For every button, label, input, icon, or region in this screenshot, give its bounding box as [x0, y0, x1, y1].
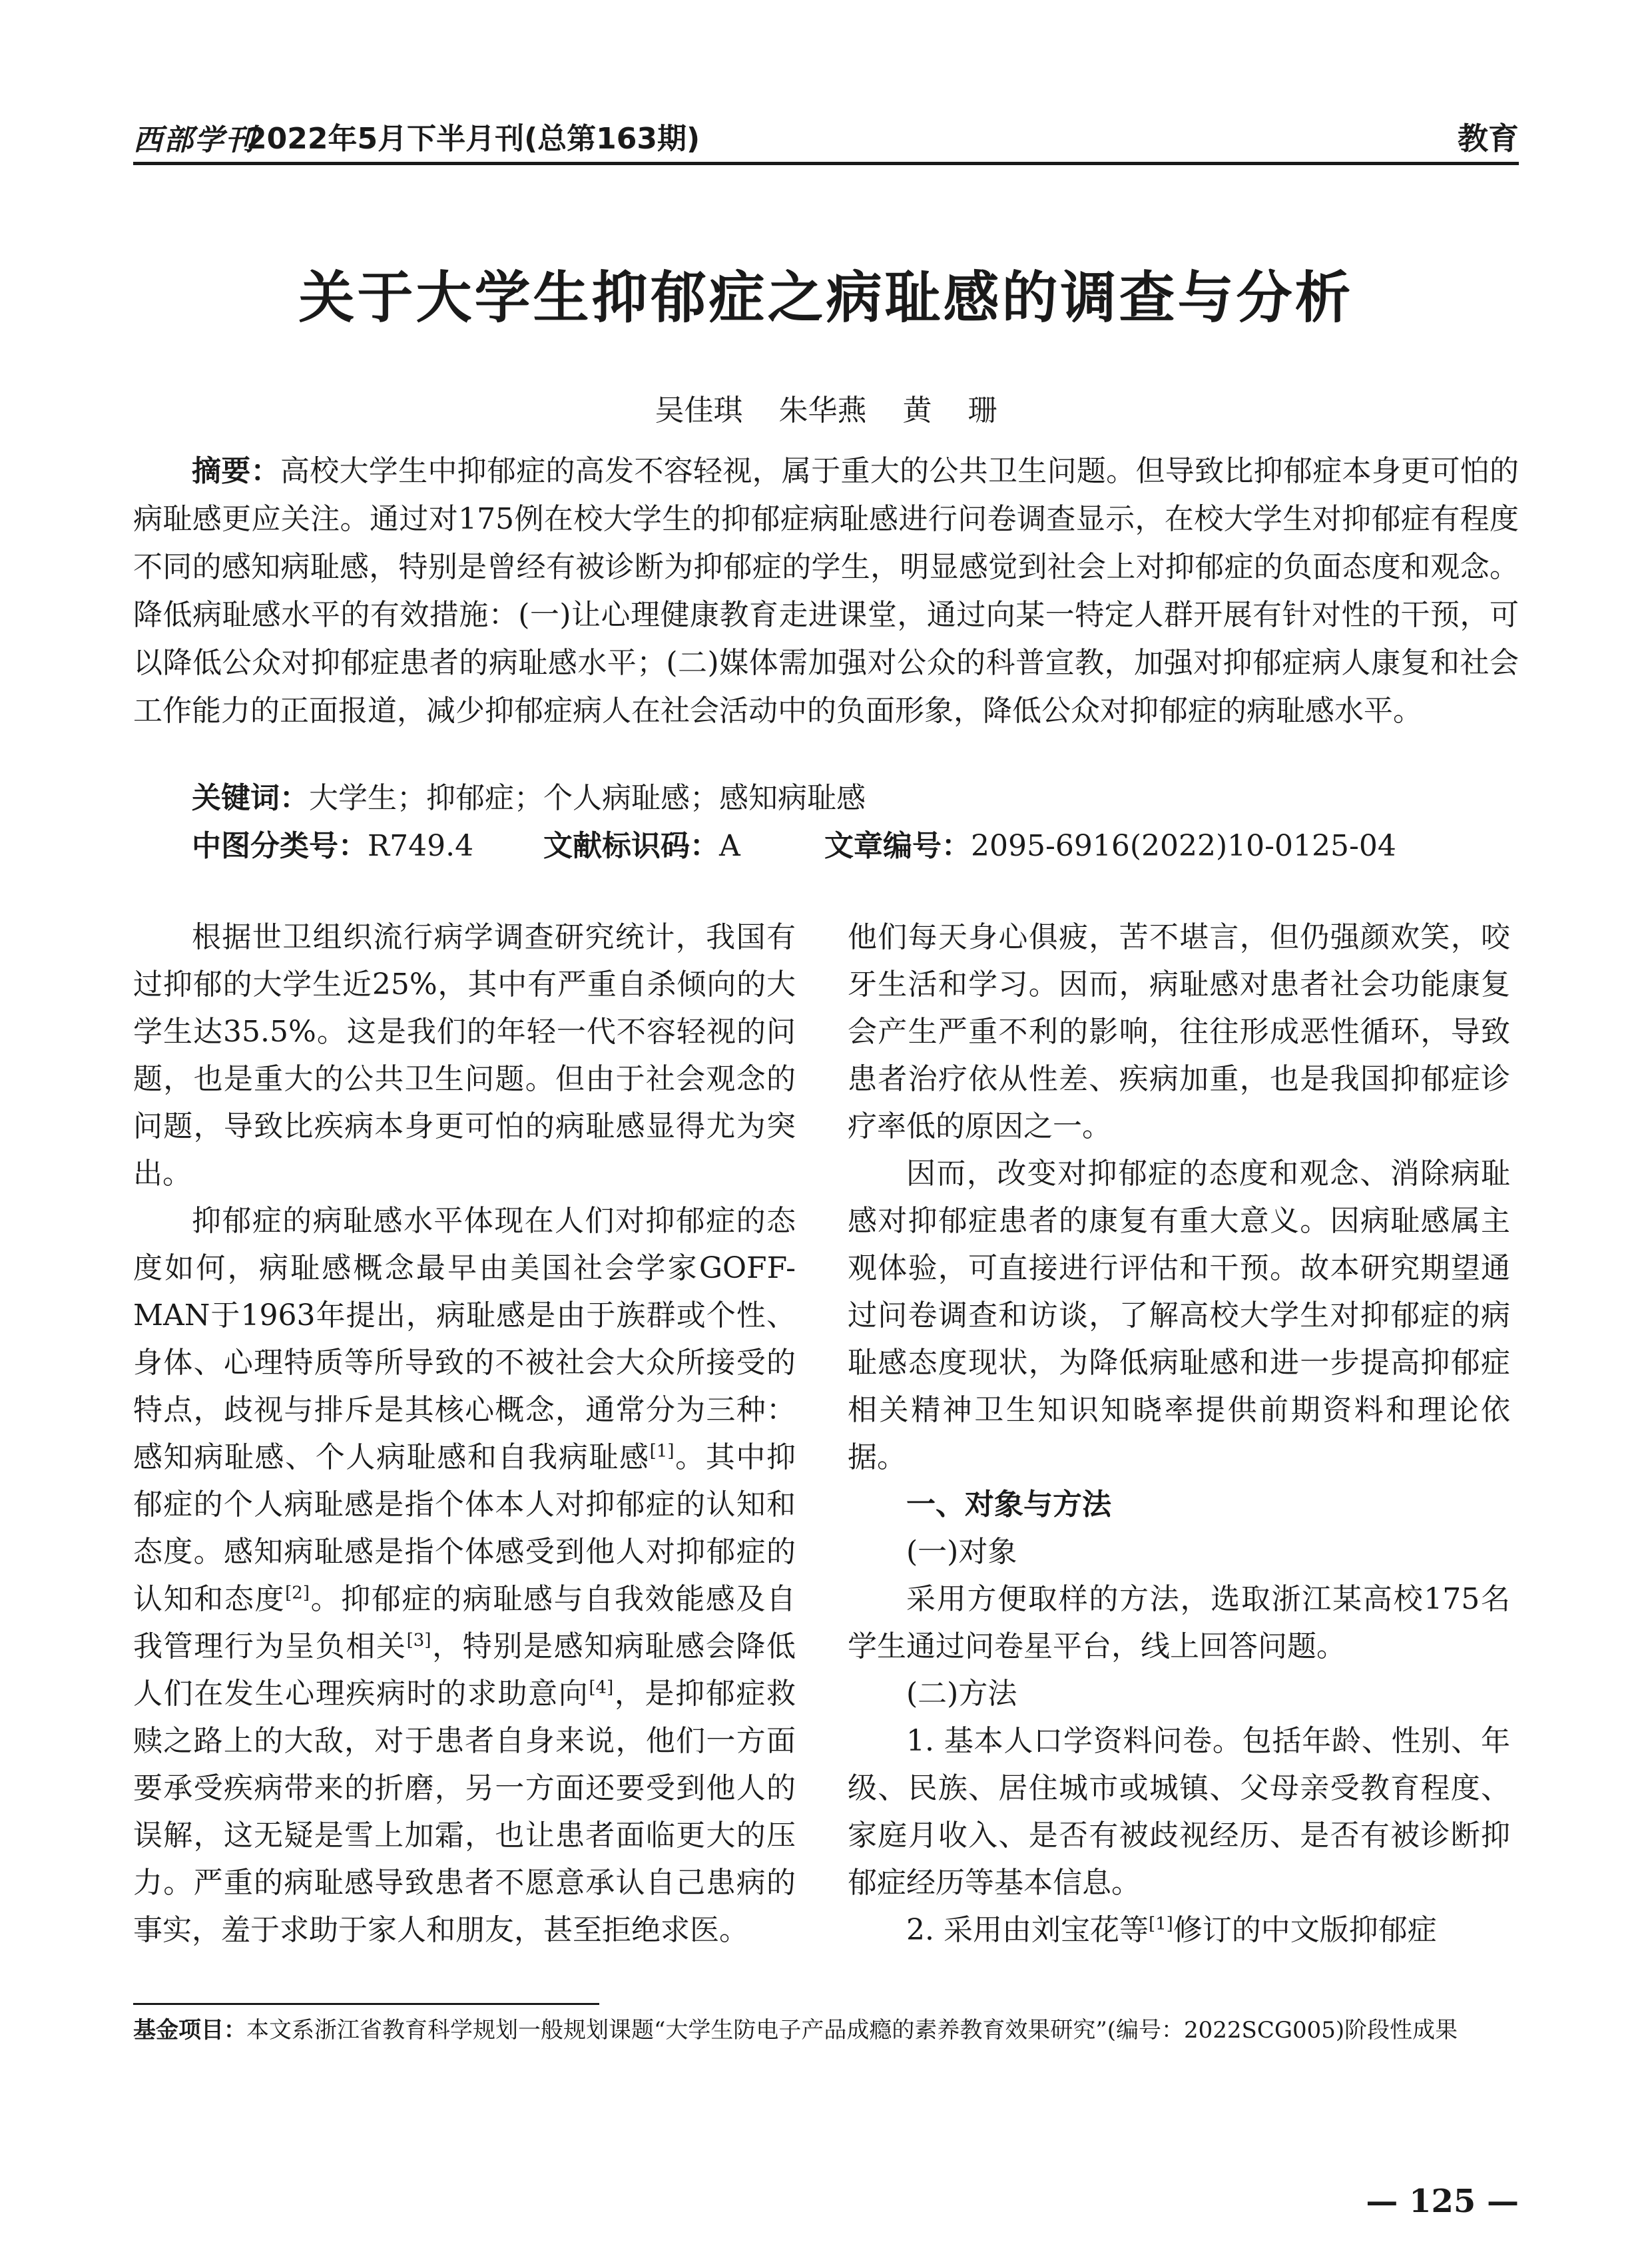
footnote-text: 本文系浙江省教育科学规划一般规划课题“大学生防电子产品成瘾的素养教育效果研究”(编号：2022SCG005)阶段性成果 — [246, 2017, 1458, 2044]
classification-line — [192, 822, 1519, 870]
clc-label: 中图分类号： — [192, 829, 368, 863]
article-title: 关于大学生抑郁症之病耻感的调查与分析 — [298, 265, 1354, 330]
citation: [4] — [589, 1677, 614, 1698]
keywords-label: 关键词： — [192, 781, 309, 815]
text-run: 。其中抑郁症的个人病耻感是指个体本人对抑郁症的认知和态度。感知病耻感是指个体感受到他人对抑郁症的认知和态度 — [133, 1440, 796, 1616]
text-run: 抑郁症的病耻感水平体现在人们对抑郁症的态度如何，病耻感概念最早由美国社会学家GOFF-MAN于1963年提出，病耻感是由于族群或个性、身体、心理特质等所导致的不被社会大众所接受的特点，歧视与排斥是其核心概念，通常分为三种：感知病耻感、个人病耻感和自我病耻感 — [133, 1204, 796, 1474]
clc-value: R749.4 — [368, 829, 474, 863]
section-name: 教育 — [1458, 121, 1519, 156]
doc-code-field — [543, 822, 740, 870]
keywords-text: 大学生；抑郁症；个人病耻感；感知病耻感 — [309, 781, 866, 815]
subsection-heading: (二)方法 — [906, 1677, 1017, 1711]
article-no-value: 2095-6916(2022)10-0125-04 — [971, 829, 1396, 863]
journal-logo: 西部学刊 — [133, 123, 256, 157]
body-column-left — [133, 914, 796, 1954]
funding-footnote — [133, 2011, 1519, 2050]
text-run: ，是抑郁症救赎之路上的大敌，对于患者自身来说，他们一方面要承受疾病带来的折磨，另一方面还要受到他人的误解，这无疑是雪上加霜，也让患者面临更大的压力。严重的病耻感导致患者不愿意承认自己患病的事实，羞于求助于家人和朋友，甚至拒绝求医。 — [133, 1677, 796, 1947]
doc-code-label: 文献标识码： — [543, 829, 719, 863]
issue-info: 2022年5月下半月刊(总第163期) — [246, 122, 700, 156]
footnote-rule — [133, 2003, 599, 2005]
citation: [1] — [1148, 1914, 1173, 1934]
subsection-heading: (一)对象 — [906, 1535, 1017, 1569]
abstract-text: 高校大学生中抑郁症的高发不容轻视，属于重大的公共卫生问题。但导致比抑郁症本身更可怕的病耻感更应关注。通过对175例在校大学生的抑郁症病耻感进行问卷调查显示，在校大学生对抑郁症有程度不同的感知病耻感，特别是曾经有被诊断为抑郁症的学生，明显感觉到社会上对抑郁症的负面态度和观念。降低病耻感水平的有效措施：(一)让心理健康教育走进课堂，通过向某一特定人群开展有针对性的干预，可以降低公众对抑郁症患者的病耻感水平；(二)媒体需加强对公众的科普宣教，加强对抑郁症病人康复和社会工作能力的正面报道，减少抑郁症病人在社会活动中的负面形象，降低公众对抑郁症的病耻感水平。 — [133, 454, 1519, 728]
header-rule — [133, 162, 1519, 165]
citation: [3] — [406, 1630, 431, 1651]
footnote-label: 基金项目： — [133, 2017, 246, 2044]
text-run: 2. 采用由刘宝花等 — [906, 1913, 1149, 1947]
article-no-field — [824, 822, 1396, 870]
clc-field — [192, 822, 473, 870]
running-header — [133, 112, 1519, 158]
keywords — [192, 774, 866, 822]
paragraph — [133, 1197, 796, 1954]
paragraph — [848, 1906, 1510, 1954]
text-run: 修订的中文版抑郁症 — [1173, 1913, 1437, 1947]
paragraph: 他们每天身心俱疲，苦不堪言，但仍强颜欢笑，咬牙生活和学习。因而，病耻感对患者社会功能康复会产生严重不利的影响，往往形成恶性循环，导致患者治疗依从性差、疾病加重，也是我国抑郁症诊疗率低的原因之一。 — [848, 920, 1510, 1143]
section-heading: 一、对象与方法 — [906, 1488, 1111, 1522]
text-run: 。抑郁症的病耻感与自我效能感及自我管理行为呈负相关 — [133, 1582, 796, 1663]
citation: [1] — [649, 1441, 675, 1462]
abstract — [133, 447, 1519, 735]
citation: [2] — [285, 1583, 310, 1603]
doc-code-value: A — [719, 829, 740, 863]
paragraph: 采用方便取样的方法，选取浙江某高校175名学生通过问卷星平台，线上回答问题。 — [848, 1582, 1510, 1663]
page-number: — 125 — — [1366, 2183, 1519, 2220]
article-authors: 吴佳琪 朱华燕 黄 珊 — [655, 394, 997, 427]
abstract-label: 摘要： — [192, 454, 280, 488]
paragraph: 根据世卫组织流行病学调查研究统计，我国有过抑郁的大学生近25%，其中有严重自杀倾向的大学生达35.5%。这是我们的年轻一代不容轻视的问题，也是重大的公共卫生问题。但由于社会观念的问题，导致比疾病本身更可怕的病耻感显得尤为突出。 — [133, 920, 796, 1191]
body-column-right — [848, 914, 1510, 1954]
article-no-label: 文章编号： — [824, 829, 971, 863]
text-run: ，特别是感知病耻感会降低人们在发生心理疾病时的求助意向 — [133, 1629, 796, 1711]
paragraph: 因而，改变对抑郁症的态度和观念、消除病耻感对抑郁症患者的康复有重大意义。因病耻感属主观体验，可直接进行评估和干预。故本研究期望通过问卷调查和访谈，了解高校大学生对抑郁症的病耻感态度现状，为降低病耻感和进一步提高抑郁症相关精神卫生知识知晓率提供前期资料和理论依据。 — [848, 1157, 1510, 1474]
paragraph: 1. 基本人口学资料问卷。包括年龄、性别、年级、民族、居住城市或城镇、父母亲受教育程度、家庭月收入、是否有被歧视经历、是否有被诊断抑郁症经历等基本信息。 — [848, 1724, 1510, 1900]
